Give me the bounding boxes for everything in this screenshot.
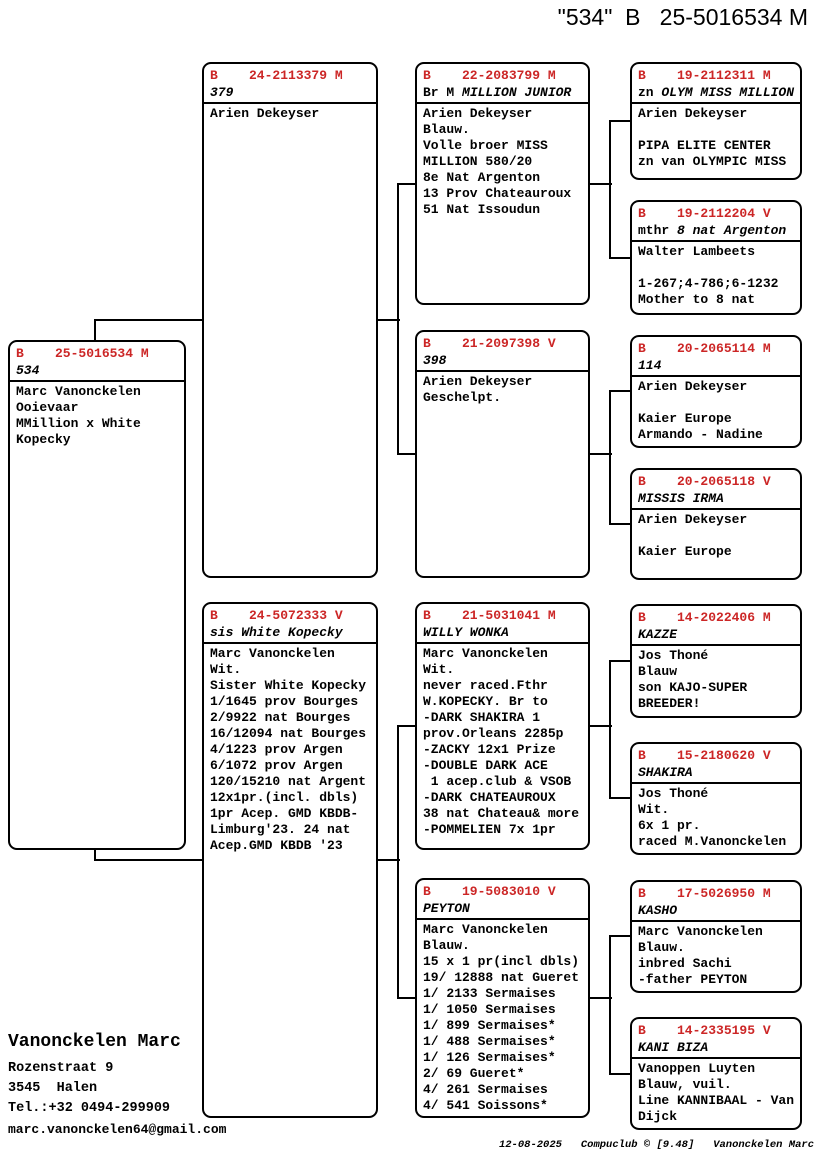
box-gen4-8 (630, 1017, 802, 1130)
ring-number: B 25-5016534 M (16, 346, 149, 361)
pigeon-name: KANI BIZA (638, 1040, 709, 1055)
pedigree-text-line (638, 528, 800, 544)
ring-number: B 20-2065114 M (638, 341, 771, 356)
ring-number: B 24-5072333 V (210, 608, 343, 623)
pedigree-text-line: Ooievaar (16, 400, 79, 415)
box-gen2-sire (202, 62, 378, 578)
box-details (632, 646, 800, 712)
pedigree-text-line: Limburg'23. 24 nat (210, 822, 351, 837)
box-gen4-3 (630, 335, 802, 448)
pedigree-text-line: Marc Vanonckelen (210, 646, 335, 661)
pedigree-text-line: 19/ 12888 nat Gueret (423, 970, 580, 985)
pedigree-text-line: 51 Nat Issoudun (423, 202, 541, 217)
box-gen3-1 (415, 62, 590, 305)
box-header (417, 880, 588, 920)
box-header (632, 882, 800, 922)
box-gen4-2 (630, 200, 802, 315)
pedigree-text-line: Arien Dekeyser (638, 512, 748, 527)
connector-line (397, 183, 415, 185)
pigeon-name: WILLY WONKA (423, 625, 509, 640)
box-details (417, 104, 588, 218)
connector-line (397, 725, 415, 727)
pedigree-text-line: -DARK CHATEAUROUX (423, 790, 556, 805)
pedigree-text-line: Arien Dekeyser (423, 106, 533, 121)
pigeon-name: PEYTON (423, 901, 470, 916)
pedigree-text-line: prov.Orleans 2285p (423, 726, 564, 741)
pedigree-text-line: Blauw. (423, 938, 470, 953)
pedigree-text-line: Sister White Kopecky (210, 678, 367, 693)
pedigree-text-line: 16/12094 nat Bourges (210, 726, 367, 741)
pedigree-text-line: W.KOPECKY. Br to (423, 694, 548, 709)
box-details (632, 104, 800, 170)
box-gen4-4 (630, 468, 802, 580)
pedigree-text-line: 1/1645 prov Bourges (210, 694, 359, 709)
pedigree-text-line: 1-267;4-786;6-1232 (638, 276, 779, 291)
pedigree-text-line: Wit. (638, 802, 670, 817)
connector-line (609, 935, 611, 1075)
pigeon-name: 534 (16, 363, 40, 378)
box-details (417, 372, 588, 406)
pedigree-text-line: Acep.GMD KBDB '23 (210, 838, 343, 853)
pedigree-text-line: 1/ 2133 Sermaises (423, 986, 556, 1001)
box-header (10, 342, 184, 382)
pigeon-name: SHAKIRA (638, 765, 693, 780)
pigeon-name: MISSIS IRMA (638, 491, 724, 506)
connector-line (397, 725, 399, 999)
ring-number: B 14-2335195 V (638, 1023, 771, 1038)
pedigree-text-line: raced M.Vanonckelen (638, 834, 787, 849)
pedigree-text-line: inbred Sachi (638, 956, 732, 971)
box-gen3-3 (415, 602, 590, 850)
box-details (632, 510, 800, 560)
pigeon-name: 114 (638, 358, 662, 373)
box-header (632, 64, 800, 104)
pedigree-text-line: BREEDER! (638, 696, 701, 711)
pigeon-name: Br M MILLION JUNIOR (423, 85, 572, 100)
box-header (632, 337, 800, 377)
pedigree-text-line: Blauw. (423, 122, 470, 137)
box-header (417, 332, 588, 372)
connector-line (95, 319, 202, 321)
pedigree-text-line: MMillion x White (16, 416, 141, 431)
pedigree-text-line: -ZACKY 12x1 Prize (423, 742, 556, 757)
pedigree-text-line: Wit. (210, 662, 242, 677)
pedigree-text-line (638, 122, 800, 138)
pedigree-text-line: MILLION 580/20 (423, 154, 533, 169)
pedigree-text-line: 6/1072 prov Argen (210, 758, 343, 773)
connector-line (397, 183, 399, 455)
pedigree-text-line: 120/15210 nat Argent (210, 774, 367, 789)
box-header (632, 606, 800, 646)
box-details (632, 784, 800, 850)
pedigree-text-line (638, 395, 800, 411)
page-title: "534" B 25-5016534 M (557, 4, 808, 30)
pedigree-text-line: 2/9922 nat Bourges (210, 710, 351, 725)
pedigree-text-line: 1/ 1050 Sermaises (423, 1002, 556, 1017)
connector-line (609, 390, 630, 392)
box-gen4-7 (630, 880, 802, 993)
pedigree-text-line: Arien Dekeyser (638, 379, 748, 394)
box-gen3-4 (415, 878, 590, 1118)
box-header (204, 604, 376, 644)
box-details (204, 644, 376, 854)
box-header (417, 604, 588, 644)
pedigree-text-line: son KAJO-SUPER (638, 680, 748, 695)
pedigree-text-line: 1 acep.club & VSOB (423, 774, 572, 789)
box-gen1-subject (8, 340, 186, 850)
box-details (632, 1059, 800, 1125)
ring-number: B 24-2113379 M (210, 68, 343, 83)
software-credit: 12-08-2025 Compuclub © [9.48] Vanonckelen Marc (498, 1139, 814, 1151)
pedigree-text-line: Wit. (423, 662, 455, 677)
connector-line (609, 797, 630, 799)
pedigree-text-line: 15 x 1 pr(incl dbls) (423, 954, 580, 969)
box-details (417, 920, 588, 1114)
connector-line (609, 120, 611, 259)
box-details (10, 382, 184, 448)
ring-number: B 14-2022406 M (638, 610, 771, 625)
pedigree-text-line: Walter Lambeets (638, 244, 756, 259)
pedigree-text-line: 13 Prov Chateauroux (423, 186, 572, 201)
pedigree-text-line (638, 260, 800, 276)
ring-number: B 17-5026950 M (638, 886, 771, 901)
pedigree-text-line: PIPA ELITE CENTER (638, 138, 771, 153)
connector-line (609, 660, 611, 799)
pedigree-text-line: -DARK SHAKIRA 1 (423, 710, 541, 725)
box-header (632, 470, 800, 510)
pedigree-text-line: 8e Nat Argenton (423, 170, 541, 185)
pigeon-name: 379 (210, 85, 234, 100)
pedigree-text-line: 6x 1 pr. (638, 818, 701, 833)
pedigree-text-line: Jos Thoné (638, 648, 709, 663)
pedigree-text-line: 4/ 261 Sermaises (423, 1082, 548, 1097)
pedigree-text-line: Kaier Europe (638, 544, 732, 559)
pedigree-text-line: Armando - Nadine (638, 427, 763, 442)
box-gen2-dam (202, 602, 378, 1118)
ring-number: B 19-2112311 M (638, 68, 771, 83)
box-gen4-1 (630, 62, 802, 180)
pigeon-name: KASHO (638, 903, 678, 918)
box-details (632, 922, 800, 988)
pigeon-name: 398 (423, 353, 447, 368)
ring-number: B 19-5083010 V (423, 884, 556, 899)
pedigree-text-line: Marc Vanonckelen (16, 384, 141, 399)
pedigree-text-line: 2/ 69 Gueret* (423, 1066, 525, 1081)
pedigree-text-line: -POMMELIEN 7x 1pr (423, 822, 556, 837)
pedigree-text-line: Marc Vanonckelen (423, 646, 548, 661)
pigeon-name: sis White Kopecky (210, 625, 343, 640)
box-header (632, 1019, 800, 1059)
pedigree-text-line: Vanoppen Luyten (638, 1061, 756, 1076)
pedigree-text-line: 4/1223 prov Argen (210, 742, 343, 757)
connector-line (609, 523, 630, 525)
connector-line (609, 390, 611, 525)
pedigree-text-line: 1/ 899 Sermaises* (423, 1018, 556, 1033)
pedigree-text-line: zn van OLYMPIC MISS (638, 154, 787, 169)
pedigree-text-line: Volle broer MISS (423, 138, 548, 153)
pigeon-name: mthr 8 nat Argenton (638, 223, 787, 238)
phone-number: Tel.:+32 0494-299909 (8, 1101, 171, 1116)
ring-number: B 21-2097398 V (423, 336, 556, 351)
pigeon-name: zn OLYM MISS MILLION (638, 85, 795, 100)
box-header (417, 64, 588, 104)
pedigree-text-line: 1/ 126 Sermaises* (423, 1050, 556, 1065)
connector-line (609, 257, 630, 259)
box-header (632, 202, 800, 242)
connector-line (397, 997, 415, 999)
pedigree-text-line: 12x1pr.(incl. dbls) (210, 790, 359, 805)
address-street: Rozenstraat 9 (8, 1061, 114, 1076)
pedigree-text-line: 1pr Acep. GMD KBDB- (210, 806, 359, 821)
pedigree-text-line: Geschelpt. (423, 390, 502, 405)
pedigree-text-line: Dijck (638, 1109, 678, 1124)
pedigree-text-line: never raced.Fthr (423, 678, 548, 693)
box-gen3-2 (415, 330, 590, 578)
box-details (204, 104, 376, 122)
box-header (632, 744, 800, 784)
fancier-name: Vanonckelen Marc (8, 1032, 181, 1052)
pedigree-text-line: Blauw, vuil. (638, 1077, 732, 1092)
connector-line (95, 859, 202, 861)
pedigree-text-line: Mother to 8 nat (638, 292, 756, 307)
connector-line (609, 120, 630, 122)
pedigree-text-line: -father PEYTON (638, 972, 748, 987)
pedigree-text-line: Marc Vanonckelen (423, 922, 548, 937)
ring-number: B 19-2112204 V (638, 206, 771, 221)
box-gen4-6 (630, 742, 802, 855)
pedigree-text-line: Kaier Europe (638, 411, 732, 426)
pedigree-text-line: Jos Thoné (638, 786, 709, 801)
pedigree-text-line: Blauw (638, 664, 678, 679)
pedigree-text-line: Blauw. (638, 940, 685, 955)
pedigree-text-line: 38 nat Chateau& more (423, 806, 580, 821)
pedigree-text-line: Marc Vanonckelen (638, 924, 763, 939)
pedigree-text-line: Arien Dekeyser (638, 106, 748, 121)
box-details (632, 377, 800, 443)
pigeon-name: KAZZE (638, 627, 678, 642)
connector-line (609, 1073, 630, 1075)
ring-number: B 20-2065118 V (638, 474, 771, 489)
email-address: marc.vanonckelen64@gmail.com (8, 1122, 227, 1137)
ring-number: B 15-2180620 V (638, 748, 771, 763)
pedigree-text-line: Arien Dekeyser (210, 106, 320, 121)
pedigree-text-line: Line KANNIBAAL - Van (638, 1093, 795, 1108)
connector-line (609, 935, 630, 937)
pedigree-text-line: 1/ 488 Sermaises* (423, 1034, 556, 1049)
ring-number: B 21-5031041 M (423, 608, 556, 623)
connector-line (609, 660, 630, 662)
pedigree-text-line: Arien Dekeyser (423, 374, 533, 389)
pedigree-text-line: 4/ 541 Soissons* (423, 1098, 548, 1113)
connector-line (397, 453, 415, 455)
box-gen4-5 (630, 604, 802, 718)
pedigree-text-line: Kopecky (16, 432, 71, 447)
box-details (417, 644, 588, 838)
pedigree-text-line: -DOUBLE DARK ACE (423, 758, 548, 773)
address-city: 3545 Halen (8, 1081, 98, 1096)
box-header (204, 64, 376, 104)
box-details (632, 242, 800, 308)
ring-number: B 22-2083799 M (423, 68, 556, 83)
